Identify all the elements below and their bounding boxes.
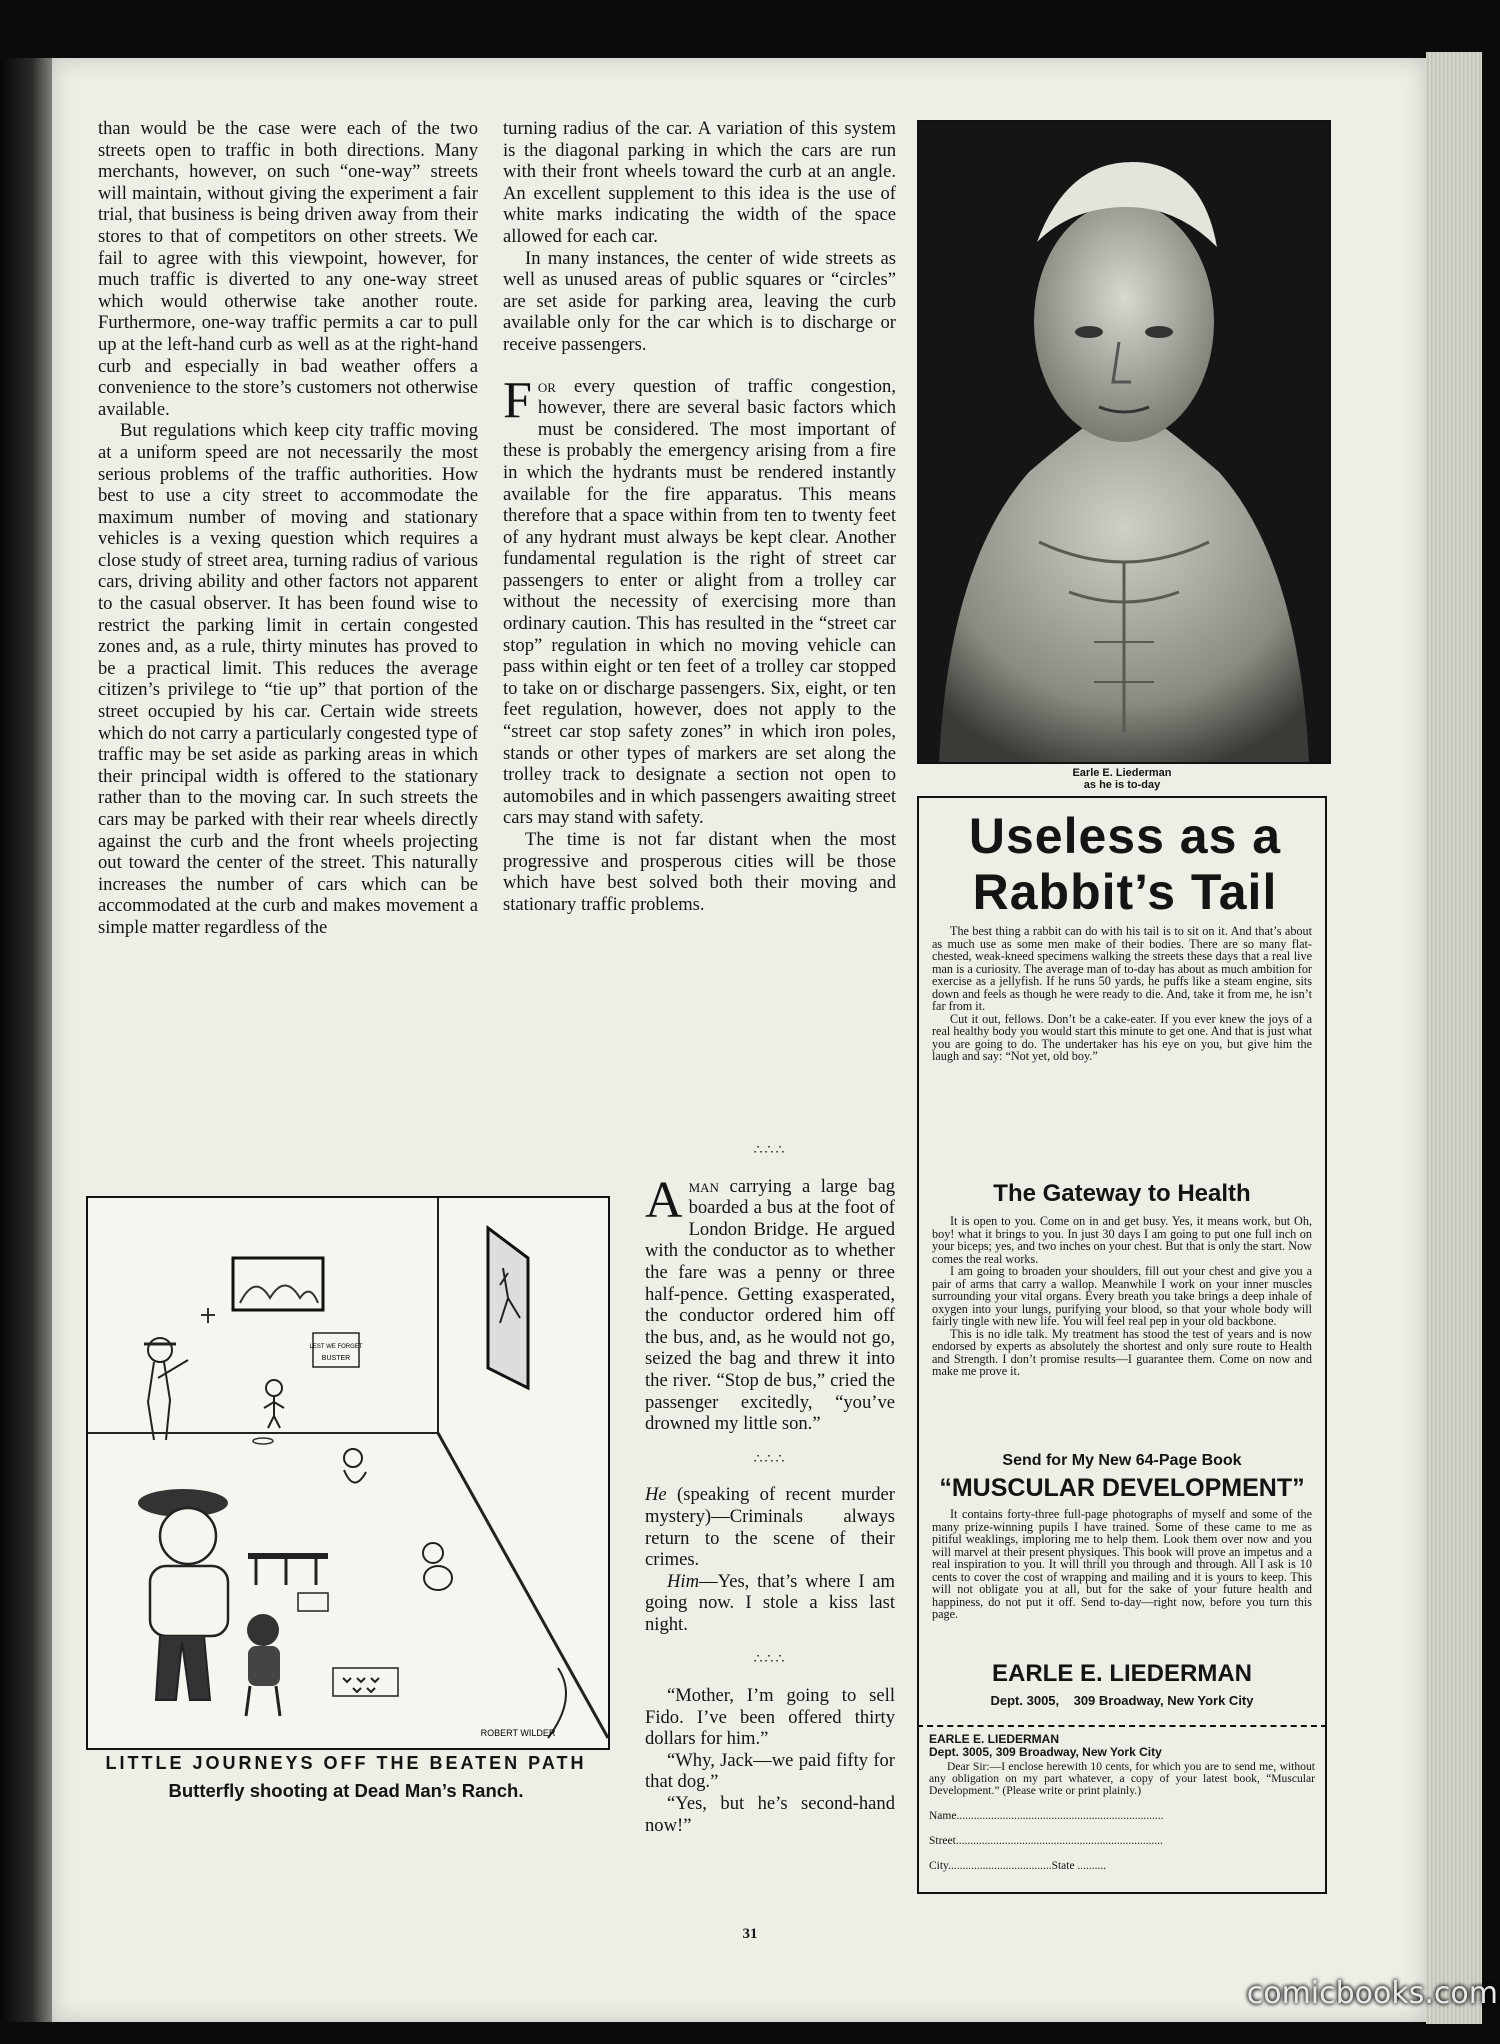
photo-caption-sub: as he is to-day	[1083, 779, 1161, 791]
ad-gateway-body	[932, 1215, 1312, 1378]
photo-caption	[917, 767, 1327, 791]
joke-murder-mystery	[645, 1484, 895, 1570]
wall-picture-right	[488, 1228, 528, 1388]
joke-fido-line: “Mother, I’m going to sell Fido. I’ve been offered thirty dollars for him.”	[645, 1685, 895, 1750]
article-column-middle	[503, 118, 896, 915]
article-paragraph: In many instances, the center of wide streets as well as unused areas of public squares or “circles” are set aside for parking area, leaving the curb available only for the car which is to discharge or receive passengers.	[503, 247, 896, 355]
joke-fido-line: “Yes, but he’s second-hand now!”	[645, 1793, 895, 1836]
site-watermark: comicbooks.com	[1246, 1976, 1498, 2011]
cartoon-title: LITTLE JOURNEYS OFF THE BEATEN PATH	[105, 1753, 587, 1773]
book-spine	[0, 58, 58, 2022]
joke-text: —Yes, that’s where I am going now. I stole a kiss last night.	[645, 1570, 895, 1635]
ad-paragraph: The best thing a rabbit can do with his tail is to sit on it. And that’s about as much use as some men make of their bodies. There are so many flat-chested, weak-kneed specimens walking the streets these days that a real live man is a curiosity. The average man of to-day has about as much ambition for exercise as a jellyfish. If he runs 50 yards, he puffs like a steam engine, sits down and feels as though he were ready to die. And, take it from me, he isn’t far from it.	[932, 924, 1312, 1013]
coupon-name: EARLE E. LIEDERMAN	[929, 1732, 1060, 1746]
ad-paragraph: It is open to you. Come on in and get busy. Yes, it means work, but Oh, boy! what it brings to you. In just 30 days I am going to put one full inch on your biceps; yes, and two inches on your chest. But that is only the start. Now comes the real works.	[932, 1214, 1312, 1266]
ad-signature-name: EARLE E. LIEDERMAN	[991, 1660, 1252, 1687]
sign-line: BUSTER	[321, 1355, 351, 1362]
article-paragraph: turning radius of the car. A variation of this system is the diagonal parking in which the cars are run with their front wheels toward the curb at an angle. An excellent supplement to this idea is the use of white marks indicating the width of the space allowed for each car.	[503, 118, 896, 247]
artist-signature: ROBERT WILDER	[480, 1728, 556, 1738]
portrait-drawing	[919, 122, 1329, 762]
cowboy-figure	[148, 1338, 172, 1362]
article-paragraph: than would be the case were each of the two streets open to traffic in both directions. Many merchants, however, on such “one-way” streets will maintain, without giving the experiment a fair trial, that business is being driven away from their stores to that of competitors on other streets. We fail to agree with this viewpoint, however, for much traffic is diverted to any one-way street which would otherwise take another route. Furthermore, one-way traffic permits a car to pull up at the left-hand curb as well as at the right-hand curb and especially in bad weather offers a convenience to the store’s customers not otherwise available.	[98, 118, 478, 420]
ad-portrait-photo	[917, 120, 1331, 764]
speaker-label: He	[645, 1484, 667, 1506]
small-caps-lead: man	[688, 1175, 719, 1197]
small-caps-lead: or	[537, 375, 556, 397]
article-paragraph-section	[503, 371, 896, 829]
section-separator: ∴∴∴	[753, 1652, 787, 1668]
cartoon-illustration	[86, 1196, 610, 1750]
coupon-city-state-field[interactable]: City....................................State ..........	[929, 1860, 1107, 1872]
speaker-label: Him	[667, 1570, 700, 1592]
paragraph-text: every question of traffic congestion, however, there are several basic factors which must be considered. The most important of these is probably the emergency arising from a fire in which the hydrants must be rendered instantly available for the fire apparatus. This means therefore that a space within from ten to twenty feet of any hydrant must always be kept clear. Another fundamental regulation is the right of street car passengers to enter or alight from a trolley car without the necessity of exercising more than ordinary caution. This has resulted in the “street car stop” regulation in which no moving vehicle can pass within eight or ten feet of a trolley car stopped to take on or discharge passengers. Six, eight, or ten feet regulation, however, does not apply to the “street car stop safety zones” in which iron poles, stands or other types of markers are set along the trolley track to designate a section not open to automobiles and in which passengers awaiting street cars may stand with safety.	[503, 375, 896, 829]
section-separator: ∴∴∴	[753, 1451, 787, 1467]
cartoon-drawing	[88, 1198, 608, 1748]
coupon-street-field[interactable]: Street........................................................................	[929, 1835, 1163, 1847]
photo-caption-name: Earle E. Liederman	[1072, 767, 1172, 779]
drop-cap: A	[645, 1171, 683, 1229]
section-separator: ∴∴∴	[753, 1143, 787, 1158]
cartoon-caption	[76, 1752, 616, 1802]
ad-signature-address: Dept. 3005, 309 Broadway, New York City	[990, 1693, 1254, 1708]
article-column-left	[98, 118, 478, 939]
ad-paragraph: This is no idle talk. My treatment has stood the test of years and is now endorsed by experts as absolutely the shortest and only sure route to Health and Strength. I don’t promise results—I guarantee them. Come on now and make me prove it.	[932, 1326, 1312, 1378]
joke-text: carrying a large bag boarded a bus at the foot of London Bridge. He argued with the conductor as to whether the fare was a penny or three half-pence. Getting exasperated, the conductor ordered him off the bus, and, as he would not go, seized the bag and threw it into the river. “Stop de bus,” cried the passenger excitedly, “you’ve drowned my little son.”	[645, 1175, 895, 1435]
ad-book-title: “MUSCULAR DEVELOPMENT”	[939, 1474, 1305, 1502]
ad-send-line: Send for My New 64-Page Book	[1002, 1452, 1242, 1469]
ad-paragraph: I am going to broaden your shoulders, fill out your chest and give you a pair of arms that carry a wallop. Meanwhile I work on your inner muscles surrounding your vital organs. Every breath you take brings a deep inhale of oxygen into your lungs, purifying your blood, so that your whole body will fairly tingle with new life. You will feel real pep in your old backbone.	[932, 1264, 1312, 1328]
article-paragraph: The time is not far distant when the most progressive and prosperous cities will be those which have best solved both their moving and stationary traffic problems.	[503, 829, 896, 915]
joke-fido-line: “Why, Jack—we paid fifty for that dog.”	[645, 1749, 895, 1793]
ad-body	[932, 925, 1312, 1063]
joke-london-bridge	[645, 1171, 895, 1435]
cartoon-subtitle: Butterfly shooting at Dead Man’s Ranch.	[168, 1780, 524, 1801]
sign-line: LEST WE FORGET	[309, 1344, 363, 1350]
mail-coupon	[917, 1725, 1327, 1894]
joke-reply	[645, 1571, 895, 1636]
ad-paragraph: Cut it out, fellows. Don’t be a cake-eater. If you ever knew the joys of a real healthy body you would start this minute to get one. And that is just what you are going to do. The undertaker has his eye on you, but give him the laugh and say: “Not yet, old boy.”	[932, 1011, 1312, 1063]
butterfly-board	[333, 1668, 398, 1696]
coupon-body: Dear Sir:—I enclose herewith 10 cents, for which you are to send me, without any obligation on my part whatever, a copy of your latest book, “Muscular Development.” (Please write or print plainly.)	[929, 1760, 1315, 1797]
page-edge-stack	[1426, 52, 1482, 2024]
page-number: 31	[742, 1926, 758, 1942]
ad-paragraph: It contains forty-three full-page photographs of myself and some of the many prize-winning pupils I have trained. Some of these came to me as pitiful weaklings, imploring me to help them. Look them over now and you will marvel at their present physiques. This book will prove an impetus and a real inspiration to you. It will thrill you through and through. All I ask is 10 cents to cover the cost of wrapping and mailing and it is yours to keep. This will not obligate you at all, but for the sake of your future health and happiness, do not put it off. Send to-day—right now, before you turn this page.	[932, 1507, 1312, 1621]
gutter-bleed-marks	[4, 595, 18, 1015]
ad-book-body	[932, 1508, 1312, 1621]
joke-text: (speaking of recent murder mystery)—Criminals always return to the scene of their crimes.	[645, 1484, 895, 1571]
article-paragraph: But regulations which keep city traffic moving at a uniform speed are not necessarily the most serious problems of the traffic authorities. How best to use a city street to accommodate the maximum number of moving and stationary vehicles is a vexing question which requires a close study of street area, turning radius of various cars, driving ability and other factors not apparent to the casual observer. It has been found wise to restrict the parking limit in certain congested zones and, as a rule, thirty minutes has proved to be a practical limit. This reduces the average citizen’s privilege to “tie up” that portion of the street occupied by his car. Certain wide streets which do not carry a particularly congested type of traffic may be set aside as parking areas in which their principal width is offered to the stationary rather than to the moving car. In such streets the cars may be parked with their rear wheels directly against the curb and the front wheels projecting out toward the center of the street. This naturally increases the number of cars which can be accommodated at the curb and makes movement a simple matter regardless of the	[98, 420, 478, 938]
ad-headline: Useless as a Rabbit’s Tail	[968, 808, 1282, 920]
coupon-name-field[interactable]: Name........................................................................	[929, 1810, 1164, 1822]
coupon-address: Dept. 3005, 309 Broadway, New York City	[929, 1745, 1162, 1759]
jokes-column	[645, 1140, 895, 1836]
drop-cap: F	[503, 371, 532, 429]
ad-subheading: The Gateway to Health	[993, 1180, 1251, 1207]
wall-picture	[233, 1258, 323, 1310]
